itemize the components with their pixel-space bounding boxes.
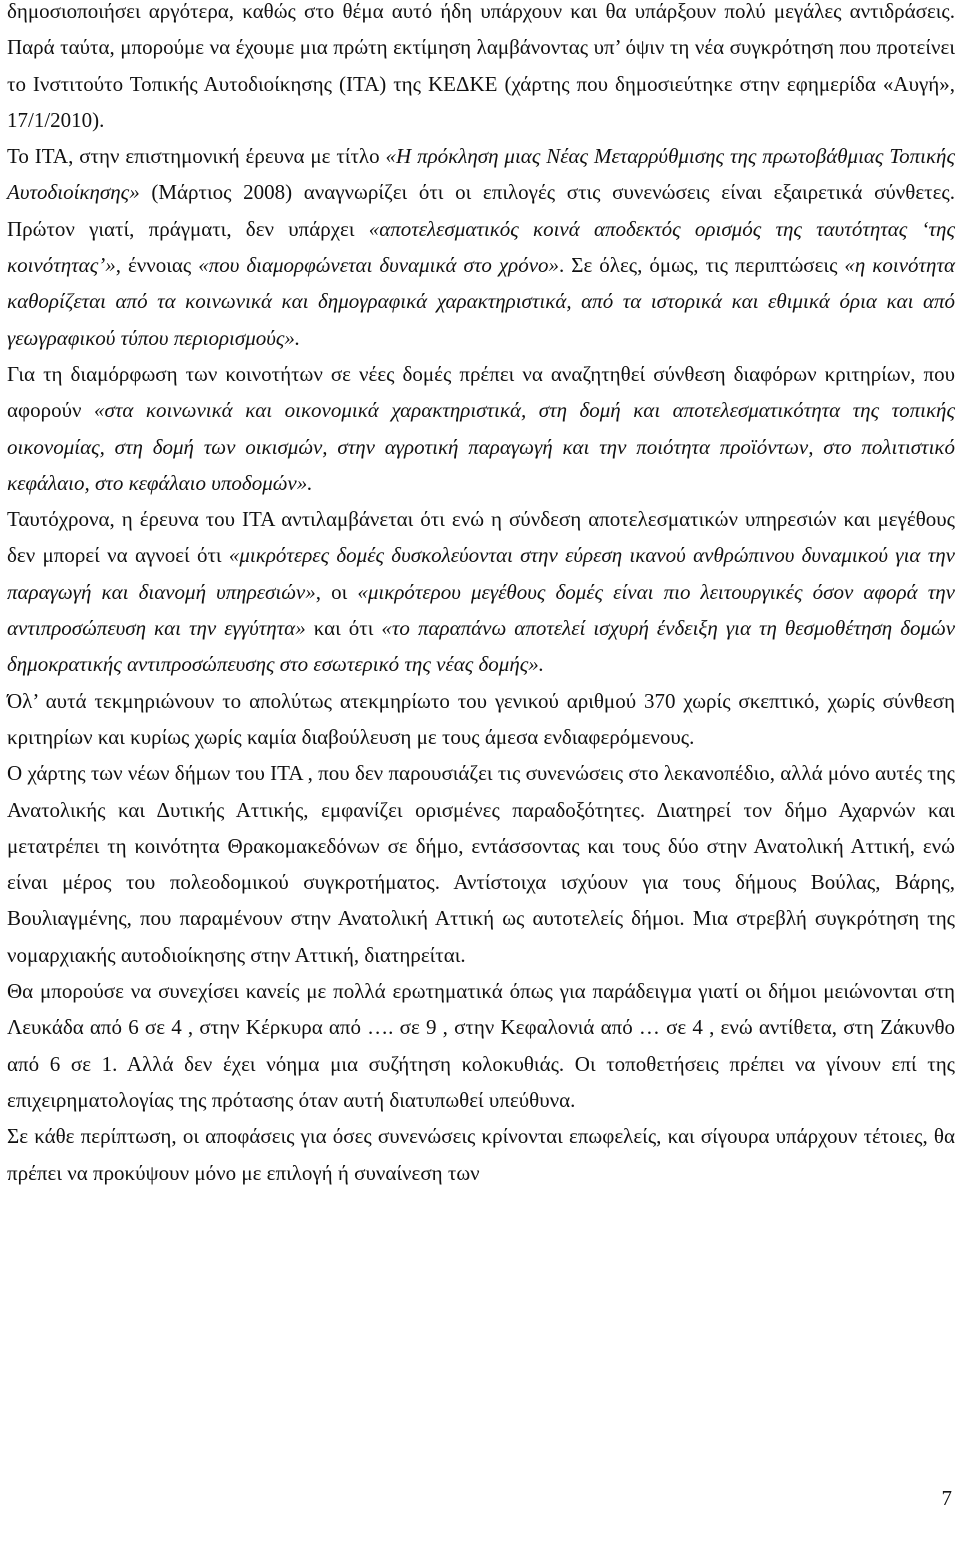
page-number: 7 bbox=[941, 1486, 952, 1510]
paragraph-4 bbox=[7, 501, 955, 682]
italic-quote: «μικρότερου μεγέθους δομές είναι πιο λειτουργικές όσον αφορά την αντιπροσώπευση και την εγγύτητα» bbox=[7, 579, 955, 641]
paragraph-1 bbox=[7, 0, 955, 138]
text-run: Ταυτόχρονα, η έρευνα του ΙΤΑ αντιλαμβάνεται ότι ενώ η σύνδεση αποτελεσματικών υπηρεσιών και μεγέθους δεν μπορεί να αγνοεί ότι bbox=[7, 507, 955, 568]
text-run: , οι bbox=[315, 579, 358, 604]
text-run: . Σε όλες, όμως, τις περιπτώσεις bbox=[559, 253, 845, 278]
text-run: Θα μπορούσε να συνεχίσει κανείς με πολλά ερωτηματικά όπως για παράδειγμα γιατί οι δήμοι μειώνονται στη Λευκάδα από 6 σε 4 , στην Κέρκυρα από …. σε 9 , στην Κεφαλονιά από … σε 4 , ενώ αντίθετα, στη Ζάκυνθο από 6 σε 1. Αλλά δεν έχει νόημα μια συζήτηση κολοκυθιάς. Οι τοποθετήσεις πρέπει να γίνουν επί της επιχειρηματολογίας της πρότασης όταν αυτή διατυπωθεί υπεύθυνα. bbox=[7, 979, 955, 1112]
text-run: και ότι bbox=[305, 616, 382, 641]
text-run: , έννοιας bbox=[115, 253, 199, 278]
text-run: Για τη διαμόρφωση των κοινοτήτων σε νέες δομές πρέπει να αναζητηθεί σύνθεση διαφόρων κριτηρίων, που αφορούν bbox=[7, 361, 955, 423]
paragraph-6 bbox=[7, 755, 955, 973]
paragraph-2 bbox=[7, 138, 955, 356]
italic-quote: «η κοινότητα καθορίζεται από τα κοινωνικά και δημογραφικά χαρακτηριστικά, από τα ιστορικά και εθιμικά όρια και από γεωγραφικού τύπου περιορισμούς». bbox=[7, 253, 955, 350]
text-run: Ο χάρτης των νέων δήμων του ΙΤΑ , που δεν παρουσιάζει τις συνενώσεις στο λεκανοπέδιο, αλλά μόνο αυτές της Ανατολικής και Δυτικής Αττικής, εμφανίζει ορισμένες παραδοξότητες. Διατηρεί τον δήμο Αχαρνών και μετατρέπει τη κοινότητα Θρακομακεδόνων σε δήμο, εντάσσοντας και τους δύο στην Ανατολική Αττική, ενώ είναι μέρος του πολεοδομικού συγκροτήματος. Αντίστοιχα ισχύουν για τους δήμους Βούλας, Βάρης, Βουλιαγμένης, που παραμένουν στην Ανατολική Αττική ως αυτοτελείς δήμοι. Μια στρεβλή συγκρότηση της νομαρχιακής αυτοδιοίκησης στην Αττική, διατηρείται. bbox=[7, 761, 955, 967]
paragraph-5 bbox=[7, 683, 955, 756]
text-run: Όλ’ αυτά τεκμηριώνουν το απολύτως ατεκμηρίωτο του γενικού αριθμού 370 χωρίς σκεπτικό, χωρίς σύνθεση κριτηρίων και κυρίως χωρίς καμία διαβούλευση με τους άμεσα ενδιαφερόμενους. bbox=[7, 688, 955, 749]
text-run: δημοσιοποιήσει αργότερα, καθώς στο θέμα αυτό ήδη υπάρχουν και θα υπάρξουν πολύ μεγάλες αντιδράσεις. Παρά ταύτα, μπορούμε να έχουμε μια πρώτη εκτίμηση λαμβάνοντας υπ’ όψιν τη νέα συγκρότηση που προτείνει το Ινστιτούτο Τοπικής Αυτοδιοίκησης (ΙΤΑ) της ΚΕΔΚΕ (χάρτης που δημοσιεύτηκε στην εφημερίδα «Αυγή», 17/1/2010). bbox=[7, 0, 955, 132]
paragraph-7 bbox=[7, 973, 955, 1118]
italic-quote: «το παραπάνω αποτελεί ισχυρή ένδειξη για τη θεσμοθέτηση δομών δημοκρατικής αντιπροσώπευσης στο εσωτερικό της νέας δομής». bbox=[7, 616, 956, 677]
italic-quote: «Η πρόκληση μιας Νέας Μεταρρύθμισης της πρωτοβάθμιας Τοπικής Αυτοδιοίκησης» bbox=[7, 144, 955, 205]
text-run: Το ΙΤΑ, στην επιστημονική έρευνα με τίτλο bbox=[7, 144, 386, 169]
italic-quote: «μικρότερες δομές δυσκολεύονται στην εύρεση ικανού ανθρώπινου δυναμικού για την παραγωγή και διανομή υπηρεσιών» bbox=[7, 543, 955, 604]
paragraph-8 bbox=[7, 1118, 955, 1191]
text-run: (Μάρτιος 2008) αναγνωρίζει ότι οι επιλογές στις συνενώσεις είναι εξαιρετικά σύνθετες. Πρώτον γιατί, πράγματι, δεν υπάρχει bbox=[7, 180, 955, 241]
italic-quote: «που διαμορφώνεται δυναμικά στο χρόνο» bbox=[198, 253, 560, 278]
italic-quote: «στα κοινωνικά και οικονομικά χαρακτηριστικά, στη δομή και αποτελεσματικότητα της τοπικής οικονομίας, στη δομή των οικισμών, στην αγροτική παραγωγή και την ποιότητα προϊόντων, στο πολιτιστικό κεφάλαιο, στο κεφάλαιο υποδομών». bbox=[7, 398, 955, 495]
italic-quote: «αποτελεσματικός κοινά αποδεκτός ορισμός της ταυτότητας ‘της κοινότητας’» bbox=[7, 216, 955, 278]
paragraph-3 bbox=[7, 356, 955, 501]
text-run: Σε κάθε περίπτωση, οι αποφάσεις για όσες συνενώσεις κρίνονται επωφελείς, και σίγουρα υπάρχουν τέτοιες, θα πρέπει να προκύψουν μόνο με επιλογή ή συναίνεση των bbox=[7, 1124, 955, 1185]
